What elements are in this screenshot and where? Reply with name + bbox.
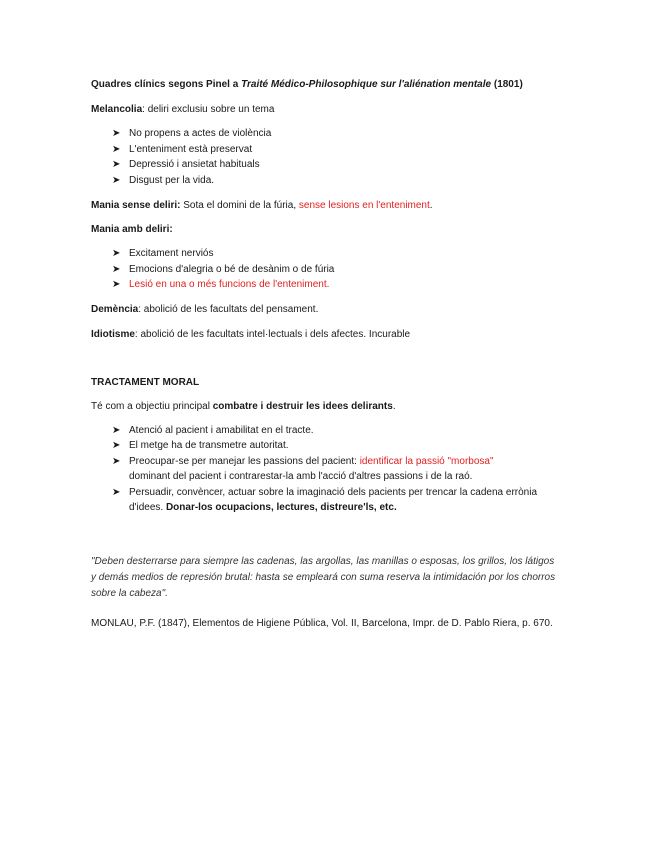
arrow-bullet-icon: ➤ xyxy=(112,486,121,498)
list-item xyxy=(91,246,571,262)
arrow-bullet-icon: ➤ xyxy=(112,159,121,170)
list-item xyxy=(91,126,571,142)
item3-red: identificar la passió "morbosa" xyxy=(359,455,494,467)
arrow-bullet-icon: ➤ xyxy=(112,440,121,451)
bibliographic-reference: MONLAU, P.F. (1847), Elementos de Higiene Pública, Vol. II, Barcelona, Impr. de D. Pablo Riera, p. 670. xyxy=(91,617,553,629)
tractament-intro-bold: combatre i destruir les idees delirants xyxy=(212,400,393,412)
idiotisme-term: Idiotisme xyxy=(91,328,135,340)
idiotisme-definition xyxy=(91,327,571,342)
list-item-text: El metge ha de transmetre autoritat. xyxy=(129,440,289,451)
item4-bold: Donar-los ocupacions, lectures, distreure'ls, etc. xyxy=(165,502,397,513)
arrow-bullet-icon: ➤ xyxy=(112,263,121,275)
demencia-definition xyxy=(91,302,571,317)
melancolia-term: Melancolia xyxy=(91,104,143,115)
tractament-intro xyxy=(91,399,571,414)
melancolia-list xyxy=(91,126,571,188)
tractament-heading: TRACTAMENT MORAL xyxy=(91,376,200,388)
list-item-text: No propens a actes de violència xyxy=(129,128,272,139)
list-item xyxy=(91,262,571,278)
arrow-bullet-icon: ➤ xyxy=(112,174,121,186)
demencia-def: : abolició de les facultats del pensament. xyxy=(138,303,319,315)
title-prefix: Quadres clínics segons Pinel a xyxy=(91,79,242,90)
list-item xyxy=(91,173,571,189)
title-year: 1801 xyxy=(497,79,520,90)
list-item-text: Disgust per la vida. xyxy=(129,174,215,186)
list-item xyxy=(91,277,571,293)
list-item-text: Depressió i ansietat habituals xyxy=(129,159,260,170)
title-book: Traité Médico-Philosophique sur l'aliénation mentale xyxy=(241,79,492,90)
arrow-bullet-icon: ➤ xyxy=(112,424,121,436)
tractament-intro-end: . xyxy=(392,400,396,412)
idiotisme-def: : abolició de les facultats intel·lectuals i dels afectes. Incurable xyxy=(134,328,411,340)
mania-sense-term: Mania sense deliri: xyxy=(91,200,181,211)
mania-sense-def: Sota el domini de la fúria, xyxy=(180,200,299,211)
list-item xyxy=(91,142,571,158)
arrow-bullet-icon: ➤ xyxy=(112,248,121,259)
list-item xyxy=(91,454,571,485)
mania-sense-deliri-definition xyxy=(91,198,571,213)
arrow-bullet-icon: ➤ xyxy=(112,128,121,139)
list-item xyxy=(91,423,571,439)
melancolia-definition xyxy=(91,102,571,117)
tractament-list xyxy=(91,423,571,516)
item3-line2: dominant del pacient i contrarestar-la amb l'acció d'altres passions i de la raó. xyxy=(129,471,473,482)
arrow-bullet-icon: ➤ xyxy=(112,279,121,290)
mania-amb-deliri-term: Mania amb deliri: xyxy=(91,224,173,235)
document-page xyxy=(91,77,571,632)
historical-quote: "Deben desterrarse para siempre las cadenas, las argollas, las manillas o esposas, los grillos, los látigos y demás medios de represión brutal: hasta se empleará con suma reserva la intimidación por los chorros sobre la cabeza". xyxy=(91,555,556,599)
arrow-bullet-icon: ➤ xyxy=(112,143,121,155)
mania-sense-red: sense lesions en l'enteniment xyxy=(298,200,430,211)
item4-text: Persuadir, convèncer, actuar sobre la imaginació dels pacients per trencar la cadena errònia d'idees. xyxy=(129,486,538,513)
mania-sense-end: . xyxy=(429,200,433,211)
list-item-text: Atenció al pacient i amabilitat en el tracte. xyxy=(129,424,314,436)
demencia-term: Demència xyxy=(91,303,139,315)
tractament-intro-pre: Té com a objectiu principal xyxy=(91,400,213,412)
list-item xyxy=(91,485,569,516)
mania-amb-list xyxy=(91,246,571,293)
list-item-text: Emocions d'alegria o bé de desànim o de fúria xyxy=(129,263,335,275)
melancolia-def: : deliri exclusiu sobre un tema xyxy=(142,104,275,115)
list-item xyxy=(91,438,571,454)
list-item-text: Lesió en una o més funcions de l'enteniment. xyxy=(129,279,330,290)
item3-pre: Preocupar-se per manejar les passions del pacient: xyxy=(129,455,360,467)
title-year-close: ) xyxy=(519,79,523,90)
list-item-text: Excitament nerviós xyxy=(129,248,214,259)
document-title xyxy=(91,77,571,92)
list-item xyxy=(91,157,571,173)
arrow-bullet-icon: ➤ xyxy=(112,455,121,467)
list-item-text: L'enteniment està preservat xyxy=(129,143,253,155)
title-year-open: ( xyxy=(491,79,498,90)
